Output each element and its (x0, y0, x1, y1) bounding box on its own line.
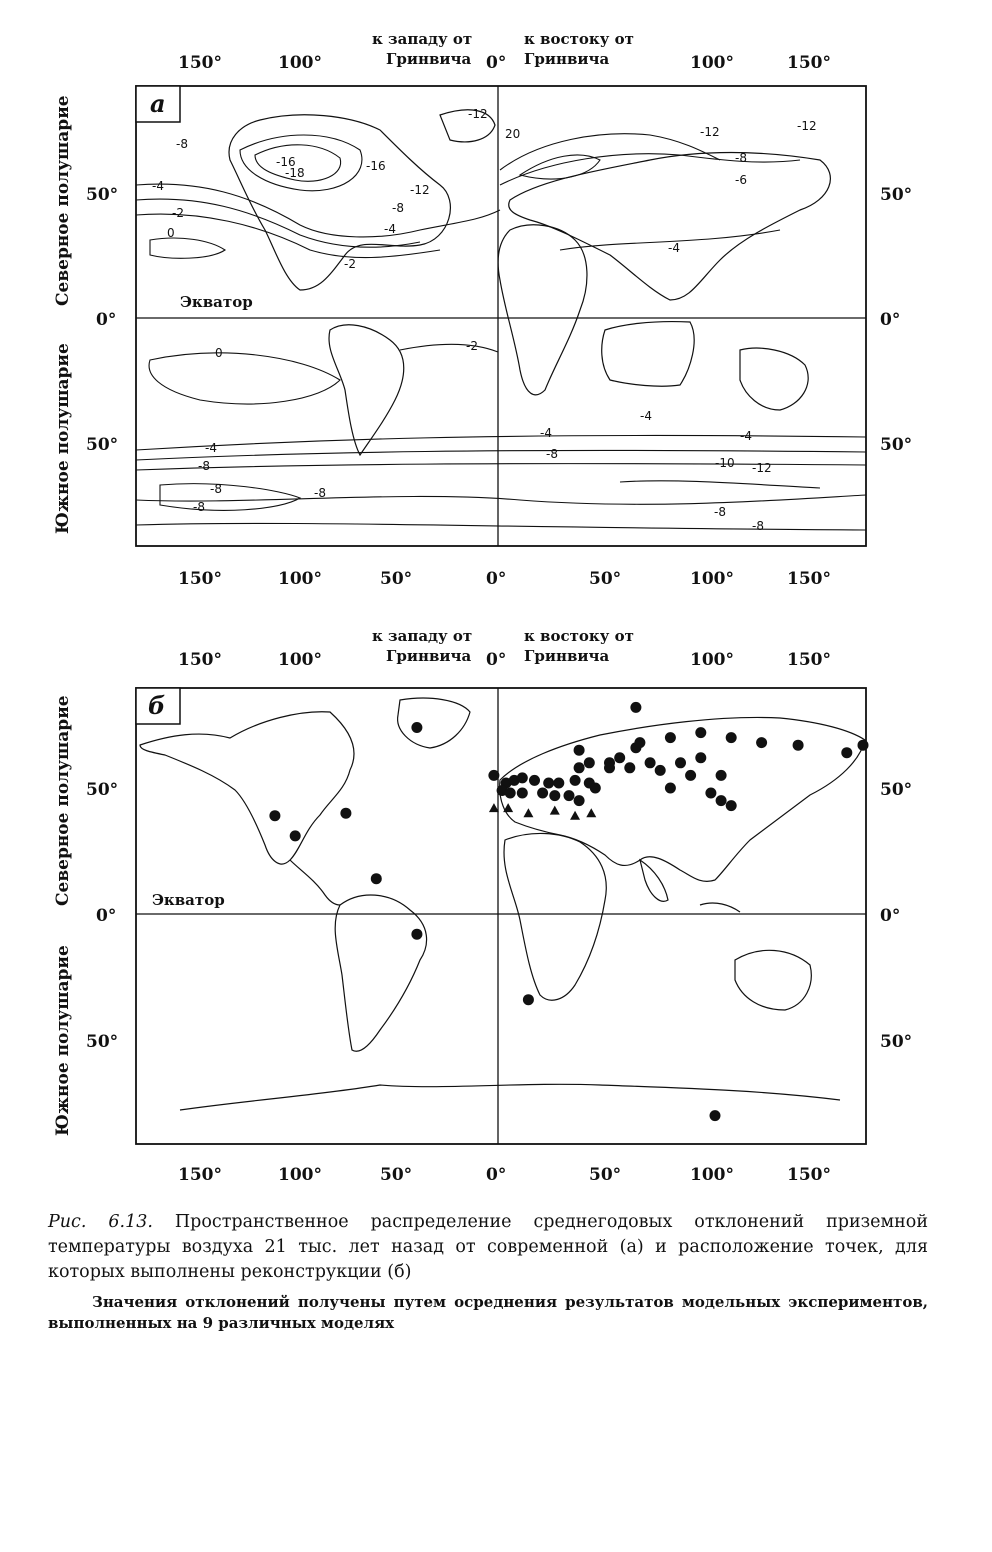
iso-label: -2 (344, 257, 356, 271)
reconstruction-site-dot (290, 830, 301, 841)
bottom-tick-a: 100° (690, 569, 734, 589)
iso-label: 20 (505, 127, 521, 141)
right-tick-a: 50° (880, 435, 913, 455)
reconstruction-site-triangle (503, 803, 513, 812)
reconstruction-site-dot (505, 788, 516, 799)
reconstruction-site-dot (523, 994, 534, 1005)
figure-number: Рис. 6.13. (48, 1212, 153, 1232)
coastlines-b (140, 698, 865, 1110)
north-hemisphere-label-b: Северное полушарие (53, 695, 73, 906)
top-tick-150e-b: 150° (787, 650, 831, 670)
reconstruction-site-triangle (586, 808, 596, 817)
east-of-greenwich-b-2: Гринвича (524, 647, 610, 665)
site-markers-b (269, 702, 868, 1121)
east-of-greenwich-a-2: Гринвича (524, 50, 610, 68)
reconstruction-site-dot (793, 740, 804, 751)
map-frame-a (136, 86, 866, 546)
iso-label: -16 (366, 159, 386, 173)
reconstruction-site-dot (645, 757, 656, 768)
reconstruction-site-dot (411, 929, 422, 940)
bottom-axis-a (178, 569, 831, 589)
left-tick-a: 50° (86, 185, 119, 205)
iso-label: -8 (392, 201, 404, 215)
map-frame-b (136, 688, 866, 1144)
reconstruction-site-dot (756, 737, 767, 748)
iso-label: -12 (700, 125, 720, 139)
reconstruction-site-dot (537, 788, 548, 799)
reconstruction-site-dot (371, 873, 382, 884)
reconstruction-site-dot (675, 757, 686, 768)
iso-label: -8 (546, 447, 558, 461)
iso-label: -18 (285, 166, 305, 180)
bottom-tick-b: 100° (690, 1165, 734, 1185)
south-hemisphere-label-b: Южное полушарие (53, 945, 73, 1136)
reconstruction-site-dot (269, 810, 280, 821)
reconstruction-site-dot (549, 790, 560, 801)
bottom-axis-b (178, 1165, 831, 1185)
iso-label: -12 (752, 461, 772, 475)
reconstruction-site-dot (411, 722, 422, 733)
reconstruction-site-dot (517, 788, 528, 799)
bottom-tick-a: 0° (486, 569, 507, 589)
west-of-greenwich-a-2: Гринвича (386, 50, 472, 68)
iso-label: -12 (410, 183, 430, 197)
reconstruction-site-dot (590, 783, 601, 794)
iso-label: -4 (740, 429, 752, 443)
reconstruction-site-dot (584, 757, 595, 768)
reconstruction-site-dot (570, 775, 581, 786)
west-of-greenwich-b-2: Гринвича (386, 647, 472, 665)
bottom-tick-b: 50° (380, 1165, 413, 1185)
panel-letter-b: б (148, 691, 166, 720)
bottom-tick-b: 150° (178, 1165, 222, 1185)
reconstruction-site-dot (716, 795, 727, 806)
bottom-tick-a: 100° (278, 569, 322, 589)
panel-letter-a: а (150, 89, 166, 118)
reconstruction-site-dot (543, 778, 554, 789)
reconstruction-site-dot (841, 747, 852, 758)
reconstruction-site-dot (630, 702, 641, 713)
iso-label: -2 (466, 339, 478, 353)
figure-caption (48, 1210, 928, 1285)
equator-label-b: Экватор (152, 891, 225, 909)
iso-label: -12 (468, 107, 488, 121)
reconstruction-site-dot (564, 790, 575, 801)
south-hemisphere-label-a: Южное полушарие (53, 343, 73, 534)
reconstruction-site-triangle (570, 811, 580, 820)
iso-label: -4 (668, 241, 680, 255)
reconstruction-site-dot (624, 762, 635, 773)
iso-label: -4 (640, 409, 652, 423)
left-tick-b: 0° (96, 906, 117, 926)
reconstruction-site-dot (710, 1110, 721, 1121)
top-tick-0-a: 0° (486, 53, 507, 73)
reconstruction-site-dot (665, 783, 676, 794)
iso-label: -12 (797, 119, 817, 133)
west-of-greenwich-b-1: к западу от (372, 627, 473, 645)
reconstruction-site-dot (858, 740, 869, 751)
west-of-greenwich-a-1: к западу от (372, 30, 473, 48)
panel-a (53, 30, 912, 589)
iso-label: -4 (205, 441, 217, 455)
right-tick-a: 0° (880, 310, 901, 330)
reconstruction-site-dot (553, 778, 564, 789)
reconstruction-site-dot (726, 732, 737, 743)
east-of-greenwich-a-1: к востоку от (524, 30, 634, 48)
left-tick-a: 50° (86, 435, 119, 455)
equator-label-a: Экватор (180, 293, 253, 311)
left-tick-b: 50° (86, 1032, 119, 1052)
right-tick-b: 50° (880, 1032, 913, 1052)
left-tick-b: 50° (86, 780, 119, 800)
isotherm-labels-a (152, 107, 817, 533)
bottom-tick-b: 50° (589, 1165, 622, 1185)
iso-label: 0 (167, 226, 175, 240)
iso-label: -4 (540, 426, 552, 440)
top-tick-150w-b: 150° (178, 650, 222, 670)
left-tick-a: 0° (96, 310, 117, 330)
reconstruction-site-dot (665, 732, 676, 743)
reconstruction-site-dot (574, 762, 585, 773)
top-tick-100w-a: 100° (278, 53, 322, 73)
bottom-tick-b: 0° (486, 1165, 507, 1185)
iso-label: -4 (152, 179, 164, 193)
iso-label: -8 (193, 500, 205, 514)
north-hemisphere-label-a: Северное полушарие (53, 95, 73, 306)
right-tick-b: 0° (880, 906, 901, 926)
reconstruction-site-dot (614, 752, 625, 763)
top-tick-100e-b: 100° (690, 650, 734, 670)
iso-label: -8 (176, 137, 188, 151)
iso-label: -8 (198, 459, 210, 473)
reconstruction-site-dot (517, 772, 528, 783)
right-tick-b: 50° (880, 780, 913, 800)
east-of-greenwich-b-1: к востоку от (524, 627, 634, 645)
reconstruction-site-dot (716, 770, 727, 781)
bottom-tick-a: 150° (178, 569, 222, 589)
bottom-tick-a: 50° (380, 569, 413, 589)
bottom-tick-a: 150° (787, 569, 831, 589)
top-tick-0-b: 0° (486, 650, 507, 670)
reconstruction-site-dot (340, 808, 351, 819)
iso-label: -8 (735, 151, 747, 165)
top-tick-100e-a: 100° (690, 53, 734, 73)
reconstruction-site-dot (695, 727, 706, 738)
reconstruction-site-triangle (550, 806, 560, 815)
iso-label: -4 (384, 222, 396, 236)
iso-label: -10 (715, 456, 735, 470)
reconstruction-site-dot (695, 752, 706, 763)
caption-note: Значения отклонений получены путем осреднения результатов модельных экспериментов, выполненных на 9 различных моделях (48, 1293, 928, 1332)
reconstruction-site-dot (488, 770, 499, 781)
bottom-tick-b: 100° (278, 1165, 322, 1185)
caption-text: Пространственное распределение среднегодовых отклонений приземной температуры воздуха 21 тыс. лет назад от современной (а) и расположение точек, для которых выполнены реконструкции (б) (48, 1212, 928, 1282)
top-tick-150e-a: 150° (787, 53, 831, 73)
panel-b (53, 627, 912, 1185)
bottom-tick-a: 50° (589, 569, 622, 589)
bottom-tick-b: 150° (787, 1165, 831, 1185)
reconstruction-site-dot (685, 770, 696, 781)
reconstruction-site-dot (604, 762, 615, 773)
iso-label: -2 (172, 206, 184, 220)
iso-label: -8 (752, 519, 764, 533)
iso-label: 0 (215, 346, 223, 360)
iso-label: -8 (714, 505, 726, 519)
iso-label: -16 (276, 155, 296, 169)
right-tick-a: 50° (880, 185, 913, 205)
reconstruction-site-dot (529, 775, 540, 786)
reconstruction-site-dot (726, 800, 737, 811)
iso-label: -8 (210, 482, 222, 496)
reconstruction-site-dot (574, 795, 585, 806)
top-tick-150w-a: 150° (178, 53, 222, 73)
reconstruction-site-dot (634, 737, 645, 748)
reconstruction-site-dot (655, 765, 666, 776)
iso-label: -8 (314, 486, 326, 500)
reconstruction-site-dot (705, 788, 716, 799)
reconstruction-site-dot (574, 745, 585, 756)
iso-label: -6 (735, 173, 747, 187)
reconstruction-site-triangle (523, 808, 533, 817)
top-tick-100w-b: 100° (278, 650, 322, 670)
